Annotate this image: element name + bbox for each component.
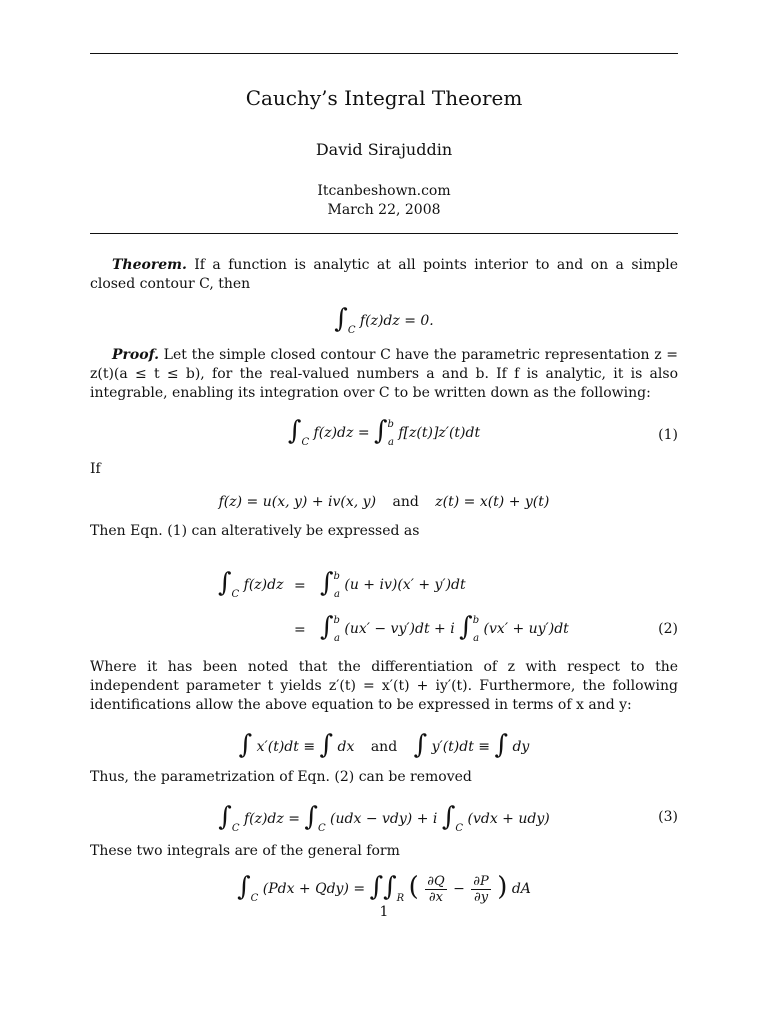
equation-3: $\int_C$ $f(z)dz = \int_C$ (udx − vdy) + i $\int_C$ (vdx + udy) [218,802,550,834]
where-paragraph: Where it has been noted that the differentiation of z with respect to the independent parameter t yields z′(t) = x′(t) + iy′(t). Furthermore, the following identifications allow the above equation to be expressed in terms of x and y: [90,659,678,713]
paper-date: March 22, 2008 [327,202,441,218]
equation-2-number: (2) [658,621,678,637]
paper-author: David Sirajuddin [315,140,453,159]
equation-1: $\int_C$ f(z)dz = ∫$^b_a$ f[z(t)]z′(t)dt [287,416,481,448]
equation-green: $\int_C$ $(Pdx + Qdy) = \int\int_R$ ( $\frac{\partial Q}{\partial x}$ − $\frac{\partial P}{\partial y}$ ) dA [237,872,531,905]
site-name: Itcanbeshown.com [317,183,451,199]
fraction-dp-dy: $\frac{\partial P}{\partial y}$ [473,873,489,905]
thus-paragraph: Thus, the parametrization of Eqn. (2) can be removed [90,769,472,785]
theorem-paragraph [90,256,678,294]
equation-2-line-1: $\int_C$ f(z)dz = ∫$^b_a$ (u + iv)(x′ + y′)dt [218,568,466,600]
equation-3-number: (3) [658,809,678,825]
if-paragraph: If [90,461,101,477]
equation-uv: f(z) = u(x, y) + iv(x, y) and z(t) = x(t) + y(t) [218,494,550,510]
top-rule [90,53,678,54]
integral-sign: ∫ [334,304,348,334]
proof-label: Proof. [112,347,159,363]
these-paragraph: These two integrals are of the general form [90,843,400,859]
equation-1-number: (1) [658,427,678,443]
proof-paragraph [90,346,678,403]
paper-affiliation [90,182,678,220]
theorem-label: Theorem. [112,257,187,273]
header-rule [90,233,678,234]
paper-title: Cauchy’s Integral Theorem [245,86,523,110]
equation-identifications: ∫ x′(t)dt ≡ ∫ dx and ∫ y′(t)dt ≡ ∫ dy [238,730,530,760]
theorem-text: If a function is analytic at all points interior to and on a simple closed contour C, then [90,257,678,292]
equation-2-line-2: = ∫$^b_a$ (ux′ − vy′)dt + i ∫$^b_a$ (vx′ + uy′)dt [294,612,569,644]
page-number: 1 [379,904,389,920]
theorem-equation: $\int_C$ f(z)dz = 0. [334,304,434,336]
proof-text: Let the simple closed contour C have the parametric representation z = z(t)(a ≤ t ≤ b), for the real-valued numbers a and b. If f is analytic, it is also integrable, enabling its integration over C to be written down as the following: [90,347,678,401]
fraction-dq-dx: $\frac{\partial Q}{\partial x}$ [427,873,445,905]
then-paragraph: Then Eqn. (1) can alteratively be expressed as [90,523,420,539]
